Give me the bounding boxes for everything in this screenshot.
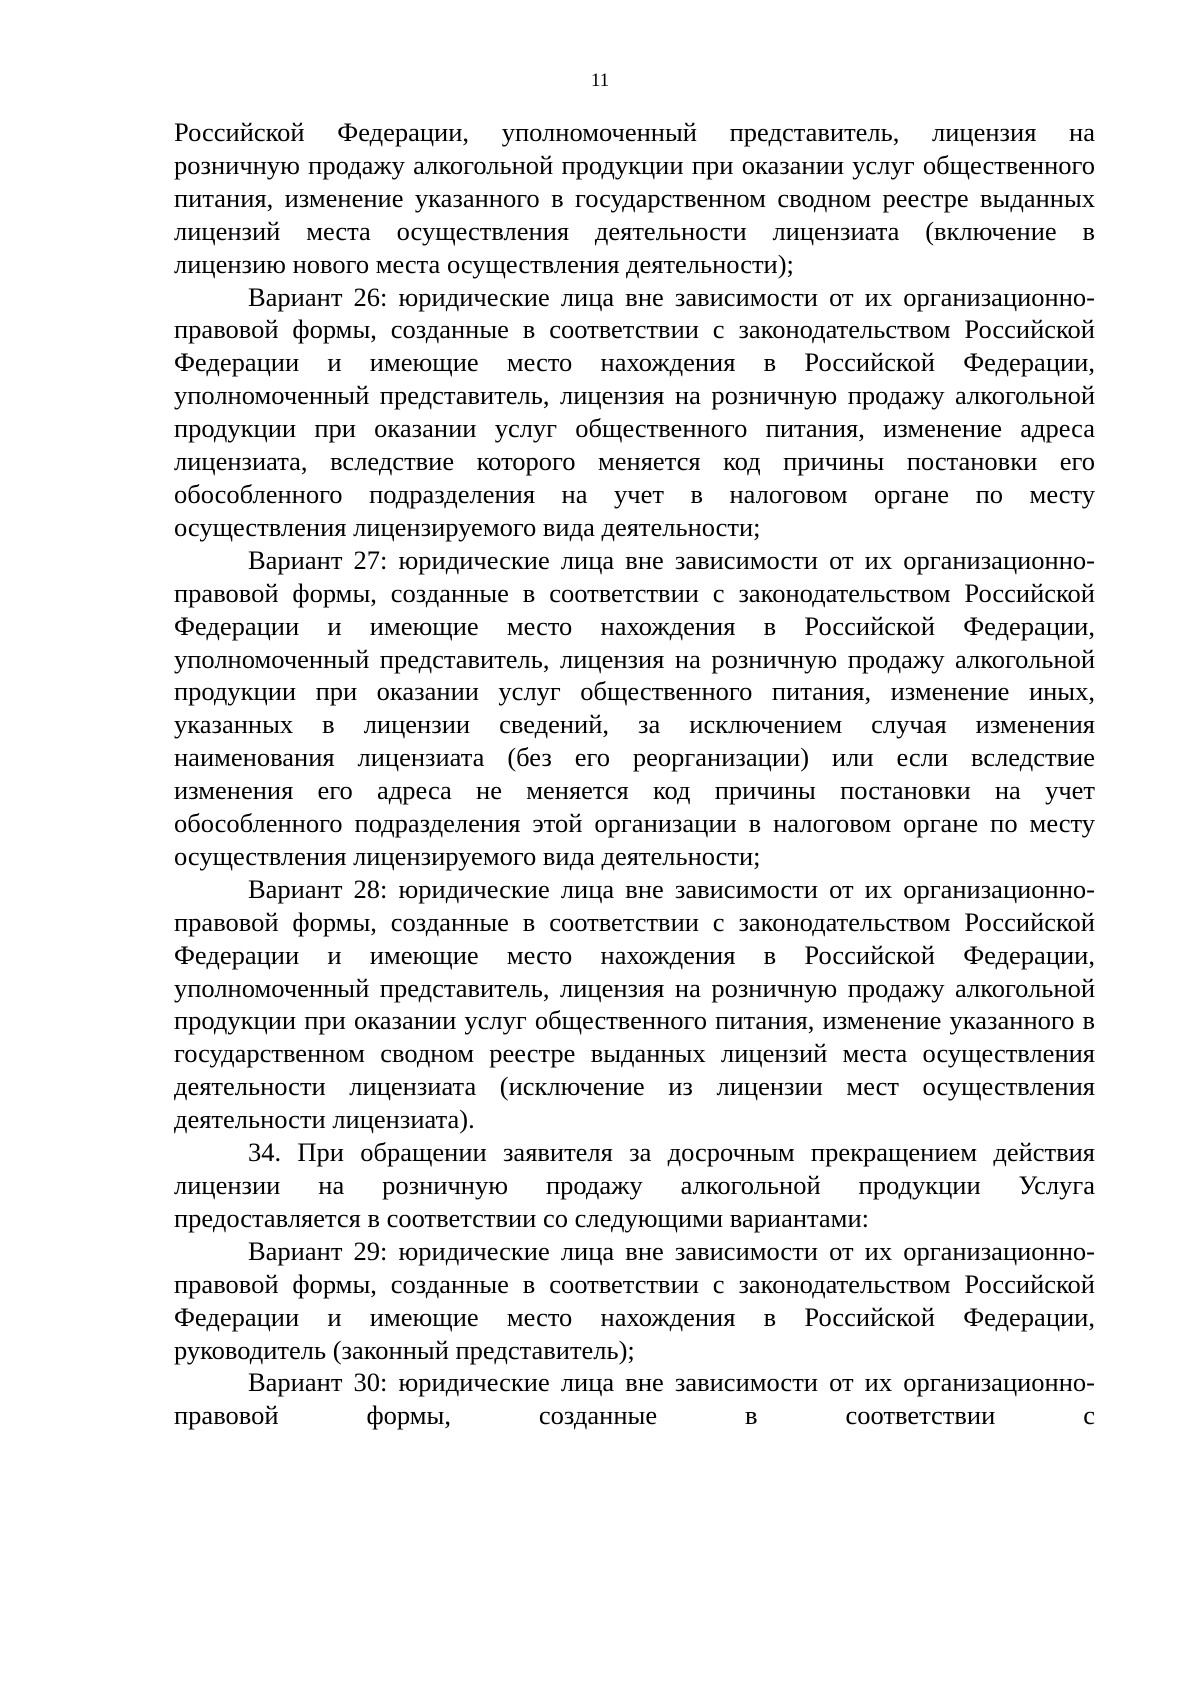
document-body [174, 116, 1095, 1432]
paragraph-variant-27: Вариант 27: юридические лица вне зависимости от их организационно-правовой формы, созданные в соответствии с законодательством Российской Федерации и имеющие место нахождения в Российской Федерации, уполномоченный представитель, лицензия на розничную продажу алкогольной продукции при оказании услуг общественного питания, изменение иных, указанных в лицензии сведений, за исключением случая изменения наименования лицензиата (без его реорганизации) или если вследствие изменения его адреса не меняется код причины постановки на учет обособленного подразделения этой организации в налоговом органе по месту осуществления лицензируемого вида деятельности; [174, 544, 1095, 871]
paragraph-variant-26: Вариант 26: юридические лица вне зависимости от их организационно-правовой формы, созданные в соответствии с законодательством Российской Федерации и имеющие место нахождения в Российской Федерации, уполномоченный представитель, лицензия на розничную продажу алкогольной продукции при оказании услуг общественного питания, изменение адреса лицензиата, вследствие которого меняется код причины постановки его обособленного подразделения на учет в налоговом органе по месту осуществления лицензируемого вида деятельности; [174, 281, 1095, 542]
paragraph-variant-30: Вариант 30: юридические лица вне зависимости от их организационно-правовой формы, созданные в соответствии с [174, 1367, 1095, 1431]
paragraph-variant-28: Вариант 28: юридические лица вне зависимости от их организационно-правовой формы, созданные в соответствии с законодательством Российской Федерации и имеющие место нахождения в Российской Федерации, уполномоченный представитель, лицензия на розничную продажу алкогольной продукции при оказании услуг общественного питания, изменение указанного в государственном сводном реестре выданных лицензий места осуществления деятельности лицензиата (исключение из лицензии мест осуществления деятельности лицензиата). [174, 873, 1095, 1135]
paragraph-continuation: Российской Федерации, уполномоченный представитель, лицензия на розничную продажу алкогольной продукции при оказании услуг общественного питания, изменение указанного в государственном сводном реестре выданных лицензий места осуществления деятельности лицензиата (включение в лицензию нового места осуществления деятельности); [174, 117, 1095, 279]
paragraph-item-34: 34. При обращении заявителя за досрочным прекращением действия лицензии на розничную продажу алкогольной продукции Услуга предоставляется в соответствии со следующими вариантами: [174, 1137, 1095, 1233]
page-number: 11 [590, 70, 610, 91]
paragraph-variant-29: Вариант 29: юридические лица вне зависимости от их организационно-правовой формы, созданные в соответствии с законодательством Российской Федерации и имеющие место нахождения в Российской Федерации, руководитель (законный представитель); [174, 1235, 1095, 1365]
